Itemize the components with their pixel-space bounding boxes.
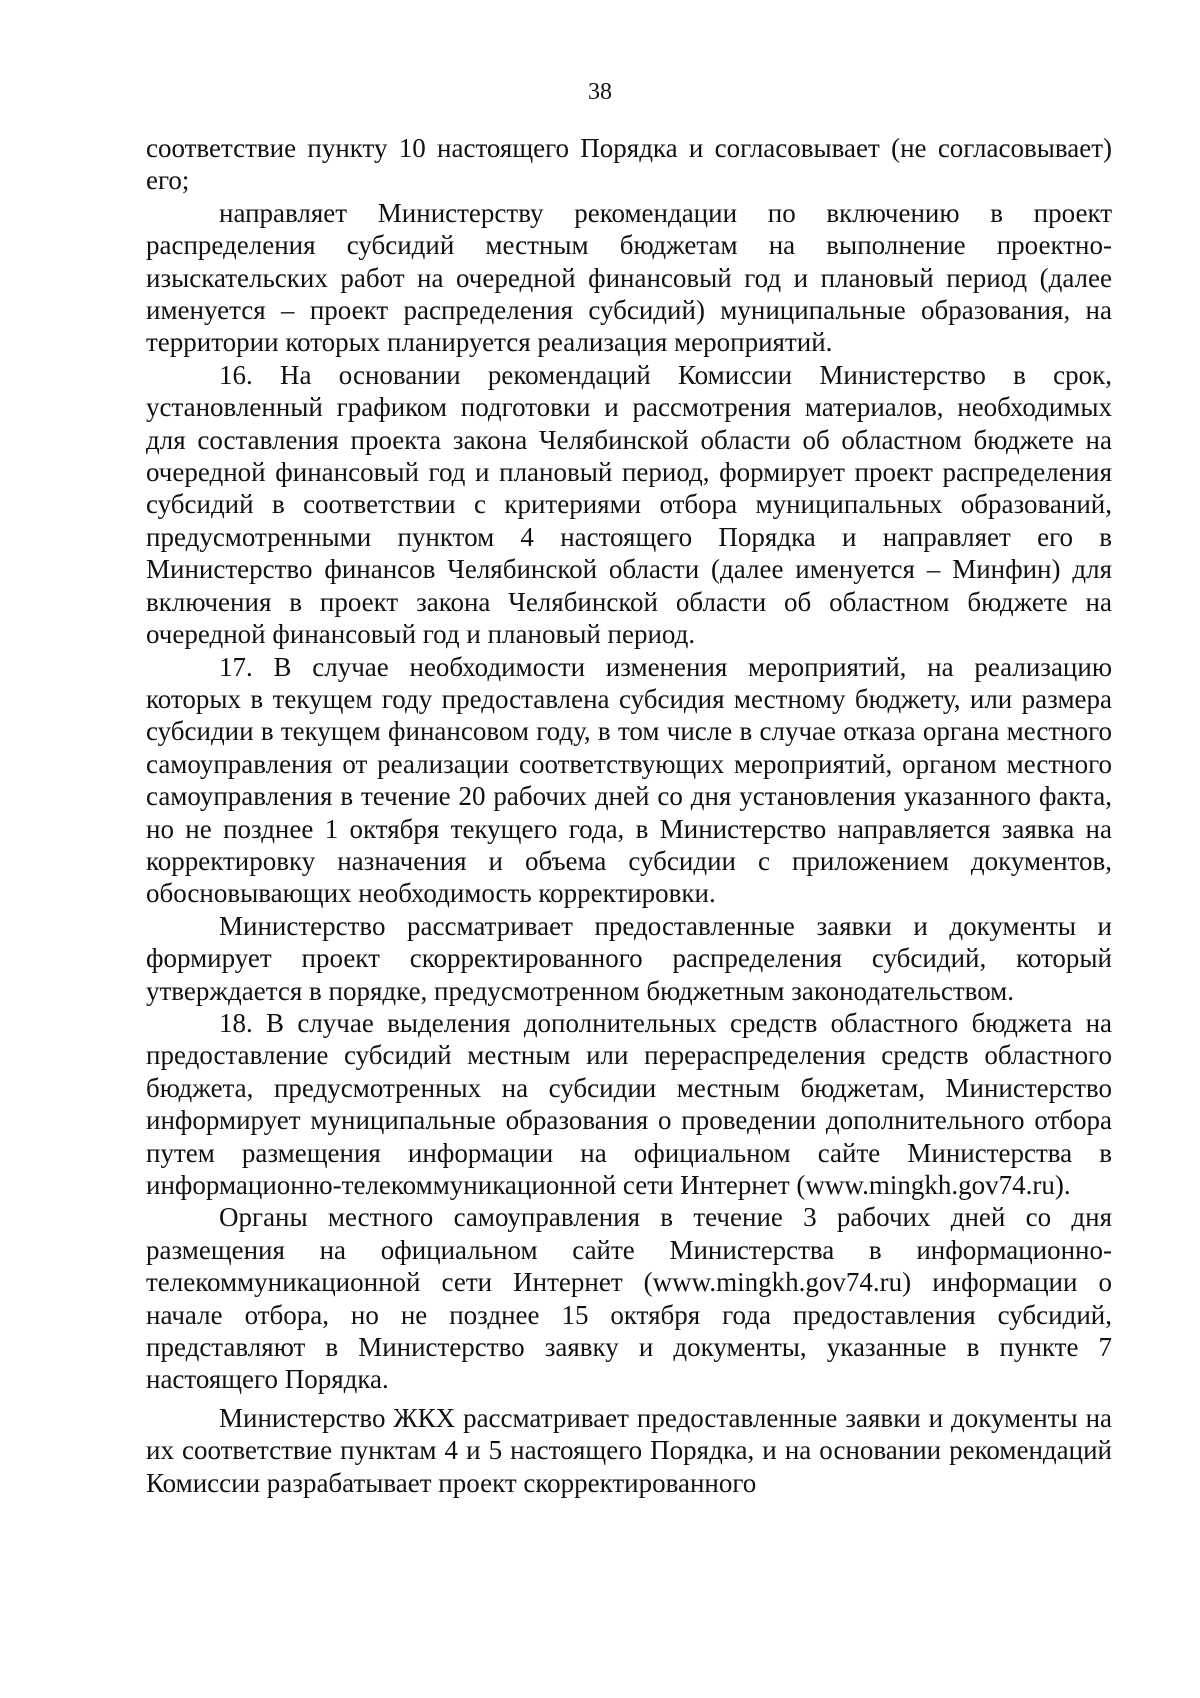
document-body xyxy=(146,132,1112,1499)
paragraph-local-authorities: Органы местного самоуправления в течение 3 рабочих дней со дня размещения на официальном сайте Министерства в информационно-телекоммуникационной сети Интернет (www.mingkh.gov74.ru) информации о начале отбора, но не позднее 15 октября года предоставления субсидий, представляют в Министерство заявку и документы, указанные в пункте 7 настоящего Порядка. xyxy=(146,1202,1112,1395)
paragraph-recommendations: направляет Министерству рекомендации по включению в проект распределения субсидий местным бюджетам на выполнение проектно-изыскательских работ на очередной финансовый год и плановый период (далее именуется – проект распределения субсидий) муниципальные образования, на территории которых планируется реализация мероприятий. xyxy=(146,197,1112,358)
paragraph-continuation: соответствие пункту 10 настоящего Порядка и согласовывает (не согласовывает) его; xyxy=(146,133,1112,196)
paragraph-ministry-review: Министерство рассматривает предоставленные заявки и документы и формирует проект скорректированного распределения субсидий, который утверждается в порядке, предусмотренном бюджетным законодательством. xyxy=(146,910,1112,1006)
paragraph-item-16: 16. На основании рекомендаций Комиссии Министерство в срок, установленный графиком подготовки и рассмотрения материалов, необходимых для составления проекта закона Челябинской области об областном бюджете на очередной финансовый год и плановый период, формирует проект распределения субсидий в соответствии с критериями отбора муниципальных образований, предусмотренными пунктом 4 настоящего Порядка и направляет его в Министерство финансов Челябинской области (далее именуется – Минфин) для включения в проект закона Челябинской области об областном бюджете на очередной финансовый год и плановый период. xyxy=(146,359,1112,650)
paragraph-ministry-zhkh: Министерство ЖКХ рассматривает предоставленные заявки и документы на их соответствие пунктам 4 и 5 настоящего Порядка, и на основании рекомендаций Комиссии разрабатывает проект скорректированного xyxy=(146,1402,1112,1498)
paragraph-item-18: 18. В случае выделения дополнительных средств областного бюджета на предоставление субсидий местным или перераспределения средств областного бюджета, предусмотренных на субсидии местным бюджетам, Министерство информирует муниципальные образования о проведении дополнительного отбора путем размещения информации на официальном сайте Министерства в информационно-телекоммуникационной сети Интернет (www.mingkh.gov74.ru). xyxy=(146,1007,1112,1200)
page-number: 38 xyxy=(588,79,612,105)
paragraph-item-17: 17. В случае необходимости изменения мероприятий, на реализацию которых в текущем году предоставлена субсидия местному бюджету, или размера субсидии в текущем финансовом году, в том числе в случае отказа органа местного самоуправления от реализации соответствующих мероприятий, органом местного самоуправления в течение 20 рабочих дней со дня установления указанного факта, но не позднее 1 октября текущего года, в Министерство направляется заявка на корректировку назначения и объема субсидии с приложением документов, обосновывающих необходимость корректировки. xyxy=(146,651,1112,909)
